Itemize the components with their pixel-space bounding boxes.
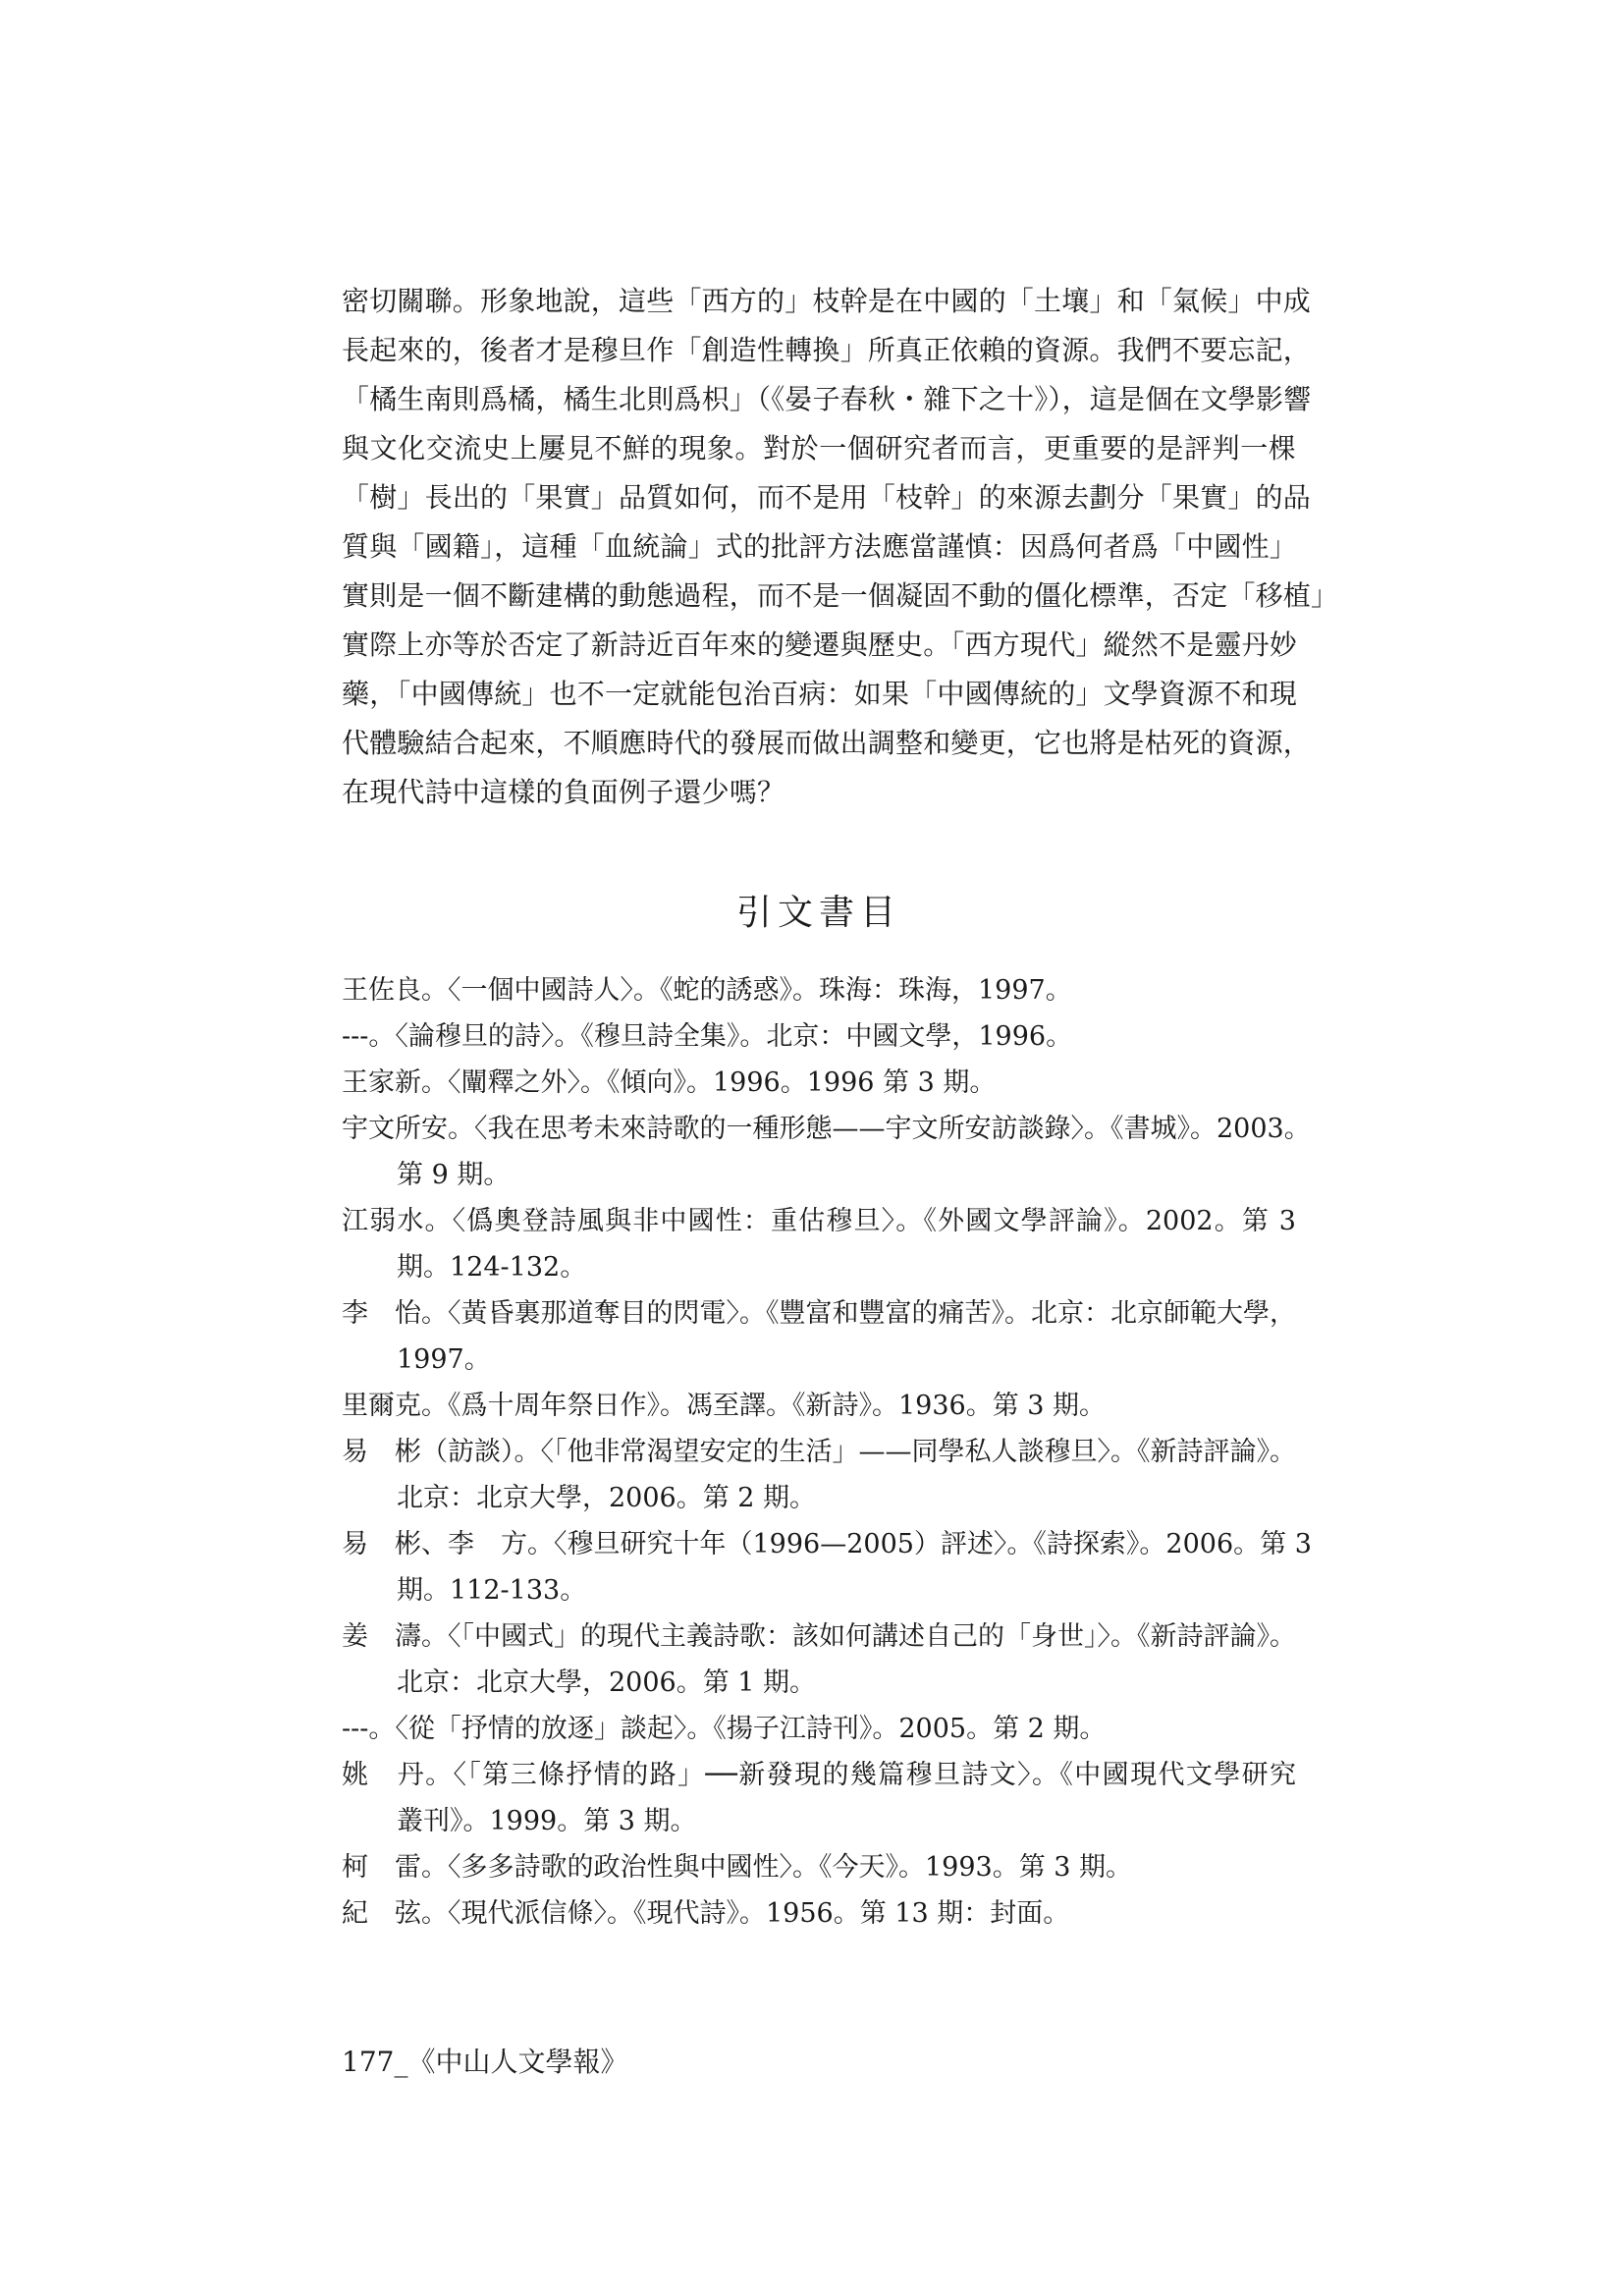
reference-line: 李 怡。〈黃昏裏那道奪目的閃電〉。《豐富和豐富的痛苦》。北京：北京師範大學， bbox=[342, 1298, 1296, 1329]
reference-line: 王家新。〈闡釋之外〉。《傾向》。1996。1996 第 3 期。 bbox=[342, 1067, 997, 1098]
paragraph-line: 「橘生南則爲橘，橘生北則爲枳」（《晏子春秋・雜下之十》），這是個在文學影響 bbox=[342, 383, 1312, 415]
reference-continuation: 第 9 期。 bbox=[397, 1160, 511, 1190]
reference-line: 姜 濤。〈「中國式」的現代主義詩歌：該如何講述自己的「身世」〉。《新詩評論》。 bbox=[342, 1621, 1296, 1652]
reference-line: 宇文所安。〈我在思考未來詩歌的一種形態——宇文所安訪談錄〉。《書城》。2003。 bbox=[342, 1114, 1311, 1144]
reference-entry bbox=[342, 1890, 1296, 1937]
paragraph-line: 藥，「中國傳統」也不一定就能包治百病：如果「中國傳統的」文學資源不和現 bbox=[342, 678, 1298, 710]
reference-list bbox=[342, 967, 1312, 1937]
body-paragraph bbox=[342, 277, 1339, 817]
reference-entry bbox=[342, 967, 1296, 1013]
reference-line: 王佐良。〈一個中國詩人〉。《蛇的誘惑》。珠海：珠海，1997。 bbox=[342, 975, 1072, 1006]
reference-continuation: 北京：北京大學，2006。第 2 期。 bbox=[397, 1483, 817, 1513]
reference-entry bbox=[342, 1752, 1296, 1844]
paragraph-line: 與文化交流史上屢見不鮮的現象。對於一個研究者而言，更重要的是評判一棵 bbox=[342, 432, 1296, 465]
paragraph-line: 密切關聯。形象地說，這些「西方的」枝幹是在中國的「土壤」和「氣候」中成 bbox=[342, 285, 1312, 317]
reference-line: ---。〈論穆旦的詩〉。《穆旦詩全集》。北京：中國文學，1996。 bbox=[342, 1021, 1073, 1052]
paragraph-line: 代體驗結合起來，不順應時代的發展而做出調整和變更，它也將是枯死的資源， bbox=[342, 727, 1312, 759]
reference-continuation: 北京：北京大學，2006。第 1 期。 bbox=[397, 1667, 817, 1698]
section-title: 引文書目 bbox=[735, 893, 901, 933]
reference-line: 易 彬、李 方。〈穆旦研究十年（1996—2005）評述〉。《詩探索》。2006。第 3 bbox=[342, 1529, 1312, 1559]
reference-continuation: 期。124-132。 bbox=[397, 1252, 587, 1283]
page-number: 177 bbox=[342, 2046, 395, 2078]
paragraph-line: 長起來的，後者才是穆旦作「創造性轉換」所真正依賴的資源。我們不要忘記， bbox=[342, 334, 1312, 366]
journal-title: 《中山人文學報》 bbox=[407, 2046, 628, 2078]
reference-entry bbox=[342, 1013, 1296, 1060]
reference-continuation: 叢刊》。1999。第 3 期。 bbox=[397, 1806, 697, 1836]
reference-line: 姚 丹。〈「第三條抒情的路」──新發現的幾篇穆旦詩文〉。《中國現代文學研究 bbox=[342, 1760, 1296, 1790]
footer-separator: _ bbox=[394, 2046, 408, 2078]
paragraph-line: 質與「國籍」，這種「血統論」式的批評方法應當謹慎：因爲何者爲「中國性」 bbox=[342, 530, 1298, 563]
reference-entry bbox=[342, 1198, 1296, 1290]
reference-entry bbox=[342, 1706, 1296, 1752]
reference-entry bbox=[342, 1383, 1296, 1429]
paragraph-line: 實則是一個不斷建構的動態過程，而不是一個凝固不動的僵化標準，否定「移植」 bbox=[342, 579, 1339, 612]
page-footer bbox=[342, 2043, 627, 2082]
reference-entry bbox=[342, 1060, 1296, 1106]
reference-entry bbox=[342, 1429, 1296, 1521]
reference-entry bbox=[342, 1613, 1296, 1706]
reference-entry bbox=[342, 1844, 1296, 1890]
paragraph-line: 「樹」長出的「果實」品質如何，而不是用「枝幹」的來源去劃分「果實」的品 bbox=[342, 481, 1312, 514]
reference-line: 里爾克。《爲十周年祭日作》。馮至譯。《新詩》。1936。第 3 期。 bbox=[342, 1391, 1107, 1421]
reference-line: ---。〈從「抒情的放逐」談起〉。《揚子江詩刊》。2005。第 2 期。 bbox=[342, 1714, 1107, 1744]
reference-continuation: 1997。 bbox=[397, 1344, 491, 1375]
paragraph-line: 實際上亦等於否定了新詩近百年來的變遷與歷史。「西方現代」縱然不是靈丹妙 bbox=[342, 629, 1298, 661]
reference-line: 易 彬（訪談）。〈「他非常渴望安定的生活」——同學私人談穆旦〉。《新詩評論》。 bbox=[342, 1437, 1296, 1467]
reference-entry bbox=[342, 1521, 1312, 1613]
reference-line: 紀 弦。〈現代派信條〉。《現代詩》。1956。第 13 期：封面。 bbox=[342, 1898, 1070, 1929]
reference-entry bbox=[342, 1290, 1296, 1383]
reference-line: 柯 雷。〈多多詩歌的政治性與中國性〉。《今天》。1993。第 3 期。 bbox=[342, 1852, 1133, 1883]
reference-entry bbox=[342, 1106, 1311, 1198]
reference-line: 江弱水。〈僞奧登詩風與非中國性：重估穆旦〉。《外國文學評論》。2002。第 3 bbox=[342, 1206, 1296, 1236]
paragraph-line: 在現代詩中這樣的負面例子還少嗎？ bbox=[342, 776, 785, 808]
reference-continuation: 期。112-133。 bbox=[397, 1575, 587, 1606]
